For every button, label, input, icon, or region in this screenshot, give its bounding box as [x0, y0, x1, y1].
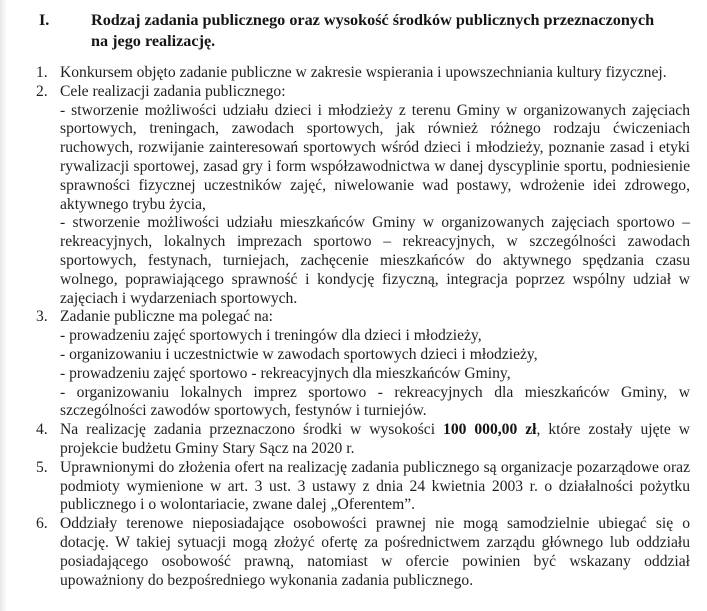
list-item-5 [36, 459, 690, 515]
item-paragraph: - stworzenie możliwości udziału mieszkańców Gminy w organizowanych zajęciach sportowo – rekreacyjnych, lokalnych imprezach sportowo – rekreacyjnych, w szczególności zawodach sportowych, festynach, turniejach, zachęcenie mieszkańców do aktywnego spędzania czasu wolnego, poprawiającego sprawność i kondycję fizyczną, integracja poprzez wspólny udział w zajęciach i wydarzeniach sportowych. [60, 214, 690, 307]
amount-suffix: , które zostały ujęte w projekcie budżetu Gminy Stary Sącz na 2020 r. [60, 421, 690, 457]
list-item-4 [36, 421, 690, 459]
numbered-list [36, 64, 690, 590]
section-title-line-1: Rodzaj zadania publicznego oraz wysokość środków publicznych przeznaczonych [91, 11, 655, 29]
item-body [60, 83, 690, 309]
item-body [60, 421, 690, 459]
item-bullet: - organizowaniu lokalnych imprez sportowo - rekreacyjnych dla mieszkańców Gminy, w szczególności zawodów sportowych, festynów i turniejów. [60, 383, 690, 420]
amount-prefix: Na realizację zadania przeznaczono środki w wysokości [60, 421, 444, 439]
item-number: 2. [36, 82, 48, 100]
item-text [60, 421, 690, 459]
item-number: 1. [36, 64, 48, 81]
list-item-6 [36, 515, 690, 590]
item-bullet: - organizowaniu i uczestnictwie w zawodach sportowych dzieci i młodzieży, [60, 345, 538, 363]
section-title-line-2: na jego realizację. [91, 32, 216, 50]
item-text: Konkursem objęto zadanie publiczne w zakresie wspierania i upowszechniania kultury fizycznej. [60, 64, 667, 81]
list-item-1 [36, 64, 690, 83]
item-bullet: - prowadzeniu zajęć sportowych i treningów dla dzieci i młodzieży, [60, 327, 482, 345]
item-text: Uprawnionymi do złożenia ofert na realizację zadania publicznego są organizacje pozarządowe oraz podmioty wymienione w art. 3 ust. 3 ustawy z dnia 24 kwietnia 2003 r. o działalności pożytku publicznego i o wolontariacie, zwane dalej „Oferentem”. [60, 458, 690, 514]
item-body [60, 64, 690, 83]
item-body [60, 459, 690, 515]
section-heading [36, 10, 690, 52]
section-title [91, 10, 690, 52]
item-bullet: - prowadzeniu zajęć sportowo - rekreacyjnych dla mieszkańców Gminy, [60, 364, 511, 382]
item-number: 6. [36, 515, 48, 533]
item-intro: Zadanie publiczne ma polegać na: [60, 308, 274, 326]
funding-amount: 100 000,00 zł [443, 421, 537, 439]
item-number: 4. [36, 421, 48, 439]
item-body [60, 308, 690, 421]
list-item-2 [36, 83, 690, 309]
item-number: 5. [36, 458, 48, 476]
item-intro: Cele realizacji zadania publicznego: [60, 82, 286, 100]
item-paragraph: - stworzenie możliwości udziału dzieci i młodzieży z terenu Gminy w organizowanych zajęciach sportowych, treningach, zawodach sportowych, jak również różnego rodzaju ćwiczeniach ruchowych, rozwijanie zainteresowań sportowych wśród dzieci i młodzieży, poznanie zasad i etyki rywalizacji sportowej, zasad gry i form współzawodnictwa w danej dyscyplinie sportu, podniesienie sprawności fizycznej uczestników zajęć, niwelowanie wad postawy, wdrożenie idei zdrowego, aktywnego trybu życia, [60, 101, 690, 213]
item-number: 3. [36, 308, 48, 326]
item-text: Oddziały terenowe nieposiadające osobowości prawnej nie mogą samodzielnie ubiegać się o dotację. W takiej sytuacji mogą złożyć ofertę za pośrednictwem zarządu głównego lub oddziału posiadającego osobowość prawną, natomiast w ofercie powinien być wskazany oddział upoważniony do bezpośredniego wykonania zadania publicznego. [60, 515, 690, 589]
list-item-3 [36, 308, 690, 421]
section-numeral: I. [39, 11, 50, 29]
item-body [60, 515, 690, 590]
